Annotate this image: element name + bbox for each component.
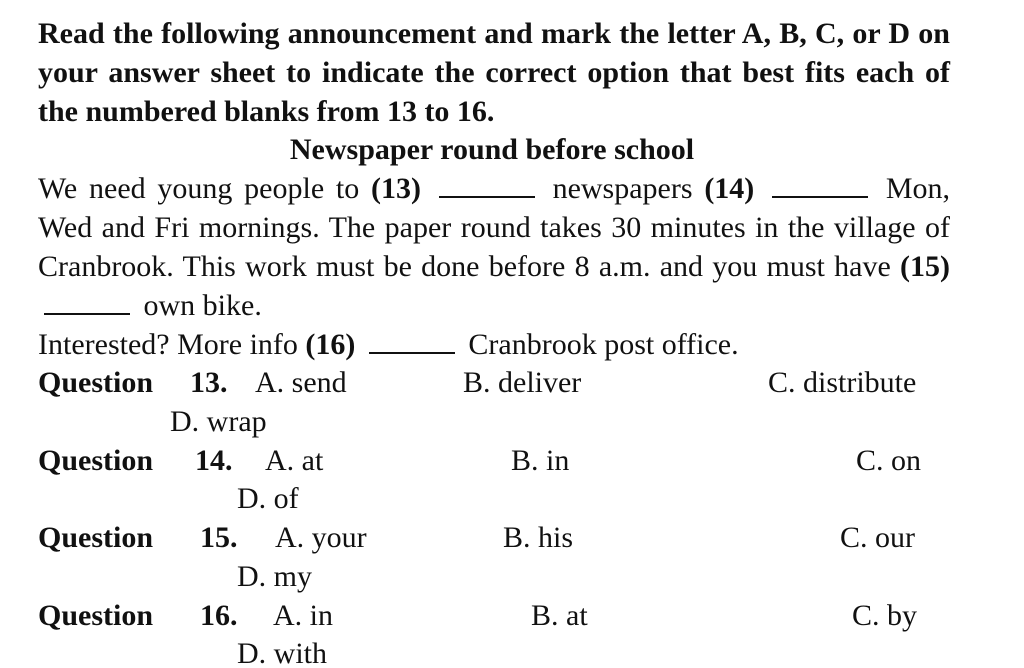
passage-text: own bike.	[143, 289, 262, 322]
option-b[interactable]: B. his	[503, 521, 574, 554]
passage-paragraph-2	[38, 325, 950, 364]
question-number: 16.	[200, 599, 238, 632]
passage-text: Cranbrook post office.	[468, 328, 739, 361]
question-label: Question	[38, 599, 154, 632]
option-c[interactable]: C. distribute	[768, 366, 917, 399]
question-14	[38, 441, 958, 480]
option-a[interactable]: A. send	[255, 366, 347, 399]
option-a[interactable]: A. your	[275, 521, 367, 554]
option-c[interactable]: C. our	[840, 521, 915, 554]
blank-15	[44, 289, 130, 315]
option-a[interactable]: A. at	[265, 444, 324, 477]
blank-number-13: (13)	[371, 172, 422, 205]
option-d[interactable]: D. of	[237, 482, 299, 515]
question-14-option-d-row	[237, 479, 537, 518]
option-a[interactable]: A. in	[273, 599, 333, 632]
option-d[interactable]: D. my	[237, 560, 312, 593]
question-number: 15.	[200, 521, 238, 554]
blank-16	[369, 328, 455, 354]
question-13	[38, 363, 958, 402]
question-16-option-d-row	[237, 634, 537, 668]
blank-14	[772, 172, 868, 198]
passage-paragraph-1	[38, 169, 950, 325]
announcement-passage	[38, 169, 950, 364]
question-label: Question	[38, 521, 154, 554]
option-d[interactable]: D. with	[237, 637, 327, 668]
question-label: Question	[38, 366, 154, 399]
passage-text: Interested? More info	[38, 328, 298, 361]
passage-text: We need young people to	[38, 172, 360, 205]
question-15-option-d-row	[237, 557, 537, 596]
announcement-title: Newspaper round before school	[289, 133, 695, 166]
option-b[interactable]: B. deliver	[463, 366, 582, 399]
option-b[interactable]: B. at	[531, 599, 588, 632]
blank-number-16: (16)	[305, 328, 356, 361]
blank-number-14: (14)	[704, 172, 755, 205]
blank-13	[439, 172, 535, 198]
question-16	[38, 596, 958, 635]
option-d[interactable]: D. wrap	[170, 405, 267, 438]
question-label: Question	[38, 444, 154, 477]
question-15	[38, 518, 958, 557]
passage-text: newspapers	[552, 172, 693, 205]
option-b[interactable]: B. in	[511, 444, 570, 477]
question-13-option-d-row	[170, 402, 570, 441]
option-c[interactable]: C. on	[856, 444, 922, 477]
question-number: 13.	[190, 366, 228, 399]
instruction-text: Read the following announcement and mark the letter A, B, C, or D on your answer sheet to indicate the correct option that best fits each of the numbered blanks from 13 to 16.	[38, 17, 950, 128]
option-c[interactable]: C. by	[852, 599, 918, 632]
passage-text: Mon, Wed and Fri mornings. The paper round takes 30 minutes in the village of Cranbrook. This work must be done before 8 a.m. and you must have	[38, 172, 951, 283]
blank-number-15: (15)	[900, 250, 950, 283]
question-number: 14.	[195, 444, 233, 477]
